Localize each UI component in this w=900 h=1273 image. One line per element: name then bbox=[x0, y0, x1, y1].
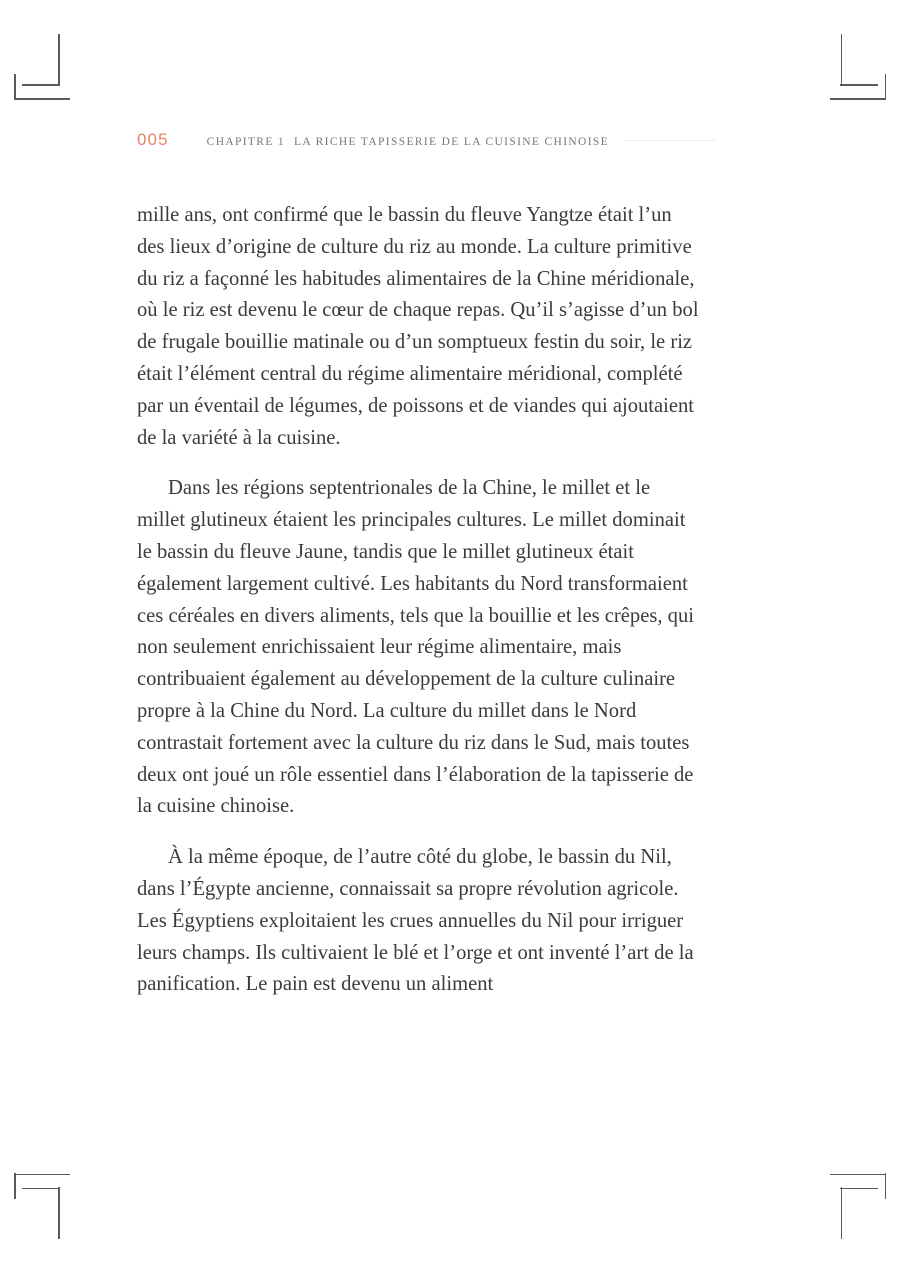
crop-mark-inner-horizontal bbox=[840, 84, 878, 86]
crop-mark-outer-horizontal bbox=[14, 1174, 70, 1176]
chapter-title: LA RICHE TAPISSERIE DE LA CUISINE CHINOISE bbox=[294, 136, 609, 148]
paragraph: Dans les régions septentrionales de la Chine, le millet et le millet glutineux étaient les principales cultures. Le millet dominait le bassin du fleuve Jaune, tandis que le millet glutineux était également largement cultivé. Les habitants du Nord transformaient ces céréales en divers aliments, tels que la bouillie et les crêpes, qui non seulement enrichissaient leur régime alimentaire, mais contribuaient également au développement de la culture culinaire propre à la Chine du Nord. La culture du millet dans le Nord contrastait fortement avec la culture du riz dans le Sud, mais toutes deux ont joué un rôle essentiel dans l’élaboration de la tapisserie de la cuisine chinoise. bbox=[137, 477, 694, 818]
crop-mark-inner-vertical bbox=[841, 34, 843, 86]
paragraph: À la même époque, de l’autre côté du globe, le bassin du Nil, dans l’Égypte ancienne, connaissait sa propre révolution agricole. Les Égyptiens exploitaient les crues annuelles du Nil pour irriguer leurs champs. Ils cultivaient le blé et l’orge et ont inventé l’art de la panification. Le pain est devenu un aliment bbox=[137, 846, 694, 996]
chapter-number: CHAPITRE 1 bbox=[206, 136, 286, 148]
crop-mark-top-left bbox=[14, 28, 76, 106]
crop-mark-inner-horizontal bbox=[22, 84, 60, 86]
crop-mark-bottom-right bbox=[824, 1167, 886, 1245]
crop-mark-inner-vertical bbox=[58, 34, 60, 86]
crop-mark-inner-vertical bbox=[841, 1187, 843, 1239]
crop-mark-outer-horizontal bbox=[14, 98, 70, 100]
page-number: 005 bbox=[137, 130, 169, 149]
crop-mark-inner-horizontal bbox=[840, 1188, 878, 1190]
paragraph: mille ans, ont confirmé que le bassin du fleuve Yangtze était l’un des lieux d’origine de culture du riz au monde. La culture primitive du riz a façonné les habitudes alimentaires de la Chine méridionale, où le riz est devenu le cœur de chaque repas. Qu’il s’agisse d’un bol de frugale bouillie matinale ou d’un somptueux festin du soir, le riz était l’élément central du régime alimentaire méridional, complété par un éventail de légumes, de poissons et de viandes qui ajoutaient de la variété à la cuisine. bbox=[137, 204, 699, 449]
crop-mark-top-right bbox=[824, 28, 886, 106]
body-text-column bbox=[137, 200, 700, 1001]
running-head-rule bbox=[625, 140, 715, 141]
crop-mark-outer-vertical bbox=[885, 1173, 887, 1199]
crop-mark-outer-horizontal bbox=[830, 98, 886, 100]
crop-mark-outer-vertical bbox=[14, 1173, 16, 1199]
crop-mark-bottom-left bbox=[14, 1167, 76, 1245]
crop-mark-outer-vertical bbox=[885, 74, 887, 100]
crop-mark-inner-horizontal bbox=[22, 1188, 60, 1190]
crop-mark-outer-horizontal bbox=[830, 1174, 886, 1176]
chapter-running-title bbox=[207, 137, 609, 149]
running-head bbox=[137, 131, 763, 153]
crop-mark-outer-vertical bbox=[14, 74, 16, 100]
crop-mark-inner-vertical bbox=[58, 1187, 60, 1239]
